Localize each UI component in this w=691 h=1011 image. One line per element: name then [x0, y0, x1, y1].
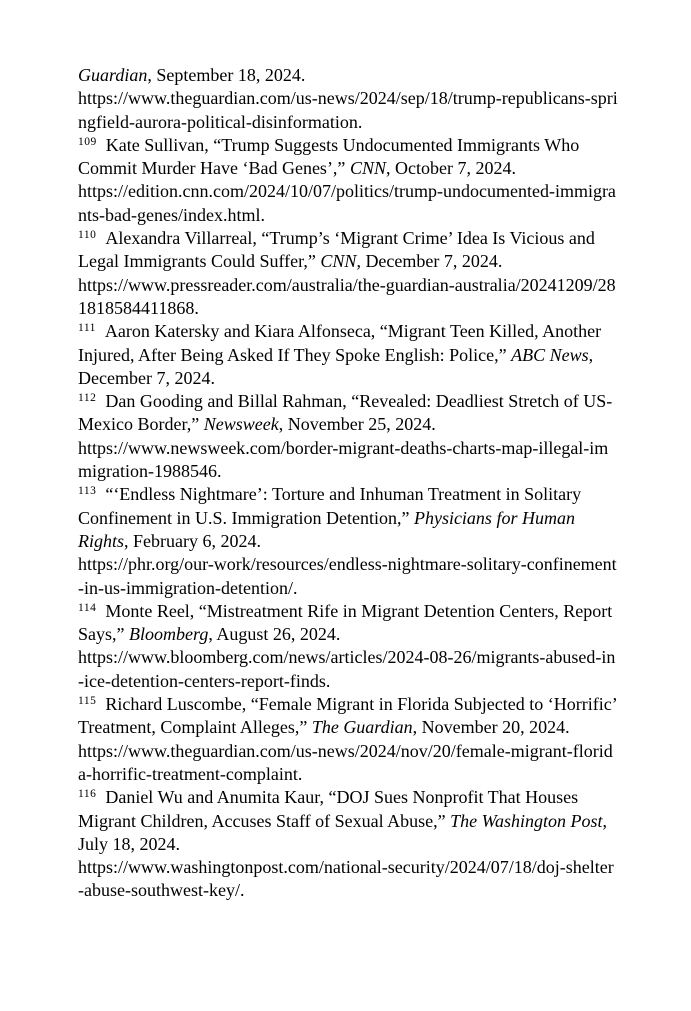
- citation-text: Aaron Katersky and Kiara Alfonseca, “Migrant Teen Killed, Another Injured, After Being Asked If They Spoke English: Police,”: [78, 321, 602, 365]
- footnote-number: 112: [78, 392, 97, 405]
- publication-name: Bloomberg: [129, 624, 209, 645]
- footnote-number: 115: [78, 695, 97, 708]
- citation-text: , July 18, 2024.: [78, 810, 607, 854]
- citation-entry: [78, 64, 619, 134]
- citation-entry: [78, 600, 619, 693]
- citation-text: “‘Endless Nightmare’: Torture and Inhuman Treatment in Solitary Confinement in U.S. Immigration Detention,”: [78, 484, 582, 528]
- citation-text: Richard Luscombe, “Female Migrant in Florida Subjected to ‘Horrific’ Treatment, Complaint Alleges,”: [78, 694, 617, 738]
- citation-entry: [78, 134, 619, 227]
- citation-url: https://www.newsweek.com/border-migrant-deaths-charts-map-illegal-immigration-1988546.: [78, 437, 609, 482]
- footnote-number: 114: [78, 601, 97, 614]
- citation-text: , August 26, 2024.: [208, 624, 341, 645]
- citation-text: Monte Reel, “Mistreatment Rife in Migrant Detention Centers, Report Says,”: [78, 600, 613, 645]
- citation-url: https://www.washingtonpost.com/national-security/2024/07/18/doj-shelter-abuse-southwest-key/.: [78, 857, 614, 901]
- citation-entry: [78, 227, 619, 320]
- citation-entry: [78, 693, 619, 786]
- footnote-number: 109: [78, 135, 97, 148]
- publication-name: CNN: [320, 251, 357, 272]
- footnote-number: 113: [78, 485, 97, 498]
- publication-name: CNN: [349, 158, 386, 179]
- publication-name: Guardian: [78, 65, 148, 85]
- footnote-number: 111: [78, 322, 96, 335]
- citation-url: https://www.pressreader.com/australia/the-guardian-australia/20241209/281818584411868.: [78, 274, 616, 318]
- citations-list: [78, 64, 619, 903]
- citation-entry: [78, 786, 619, 902]
- citation-text: , December 7, 2024.: [78, 344, 594, 388]
- citation-text: Kate Sullivan, “Trump Suggests Undocumented Immigrants Who Commit Murder Have ‘Bad Genes’,”: [78, 134, 580, 179]
- citation-url: https://phr.org/our-work/resources/endless-nightmare-solitary-confinement-in-us-immigration-detention/.: [78, 554, 617, 598]
- publication-name: The Washington Post: [450, 810, 603, 831]
- footnote-number: 110: [78, 229, 97, 242]
- citation-text: , September 18, 2024.: [147, 65, 306, 85]
- citation-url: https://edition.cnn.com/2024/10/07/politics/trump-undocumented-immigrants-bad-genes/index.html.: [78, 181, 616, 225]
- citation-text: Alexandra Villarreal, “Trump’s ‘Migrant Crime’ Idea Is Vicious and Legal Immigrants Could Suffer,”: [78, 228, 595, 272]
- footnote-number: 116: [78, 788, 97, 801]
- citation-text: , February 6, 2024.: [124, 530, 261, 551]
- citation-entry: [78, 320, 619, 390]
- citation-text: , December 7, 2024.: [356, 251, 503, 272]
- citation-text: , October 7, 2024.: [385, 158, 516, 179]
- citation-entry: [78, 390, 619, 483]
- citation-url: https://www.theguardian.com/us-news/2024/nov/20/female-migrant-florida-horrific-treatment-complaint.: [78, 740, 613, 784]
- citation-text: , November 20, 2024.: [412, 717, 570, 738]
- publication-name: Physicians for Human Rights: [78, 507, 575, 551]
- citation-url: https://www.bloomberg.com/news/articles/2024-08-26/migrants-abused-in-ice-detention-centers-report-finds.: [78, 647, 616, 691]
- publication-name: Newsweek: [203, 414, 279, 435]
- publication-name: The Guardian: [311, 717, 413, 738]
- citation-entry: [78, 483, 619, 599]
- citation-text: Dan Gooding and Billal Rahman, “Revealed: Deadliest Stretch of US-Mexico Border,”: [78, 391, 613, 435]
- citation-url: https://www.theguardian.com/us-news/2024/sep/18/trump-republicans-springfield-aurora-political-disinformation.: [78, 88, 618, 132]
- citation-text: Daniel Wu and Anumita Kaur, “DOJ Sues Nonprofit That Houses Migrant Children, Accuses Staff of Sexual Abuse,”: [78, 787, 579, 831]
- citation-text: , November 25, 2024.: [278, 414, 436, 435]
- publication-name: ABC News: [511, 344, 589, 365]
